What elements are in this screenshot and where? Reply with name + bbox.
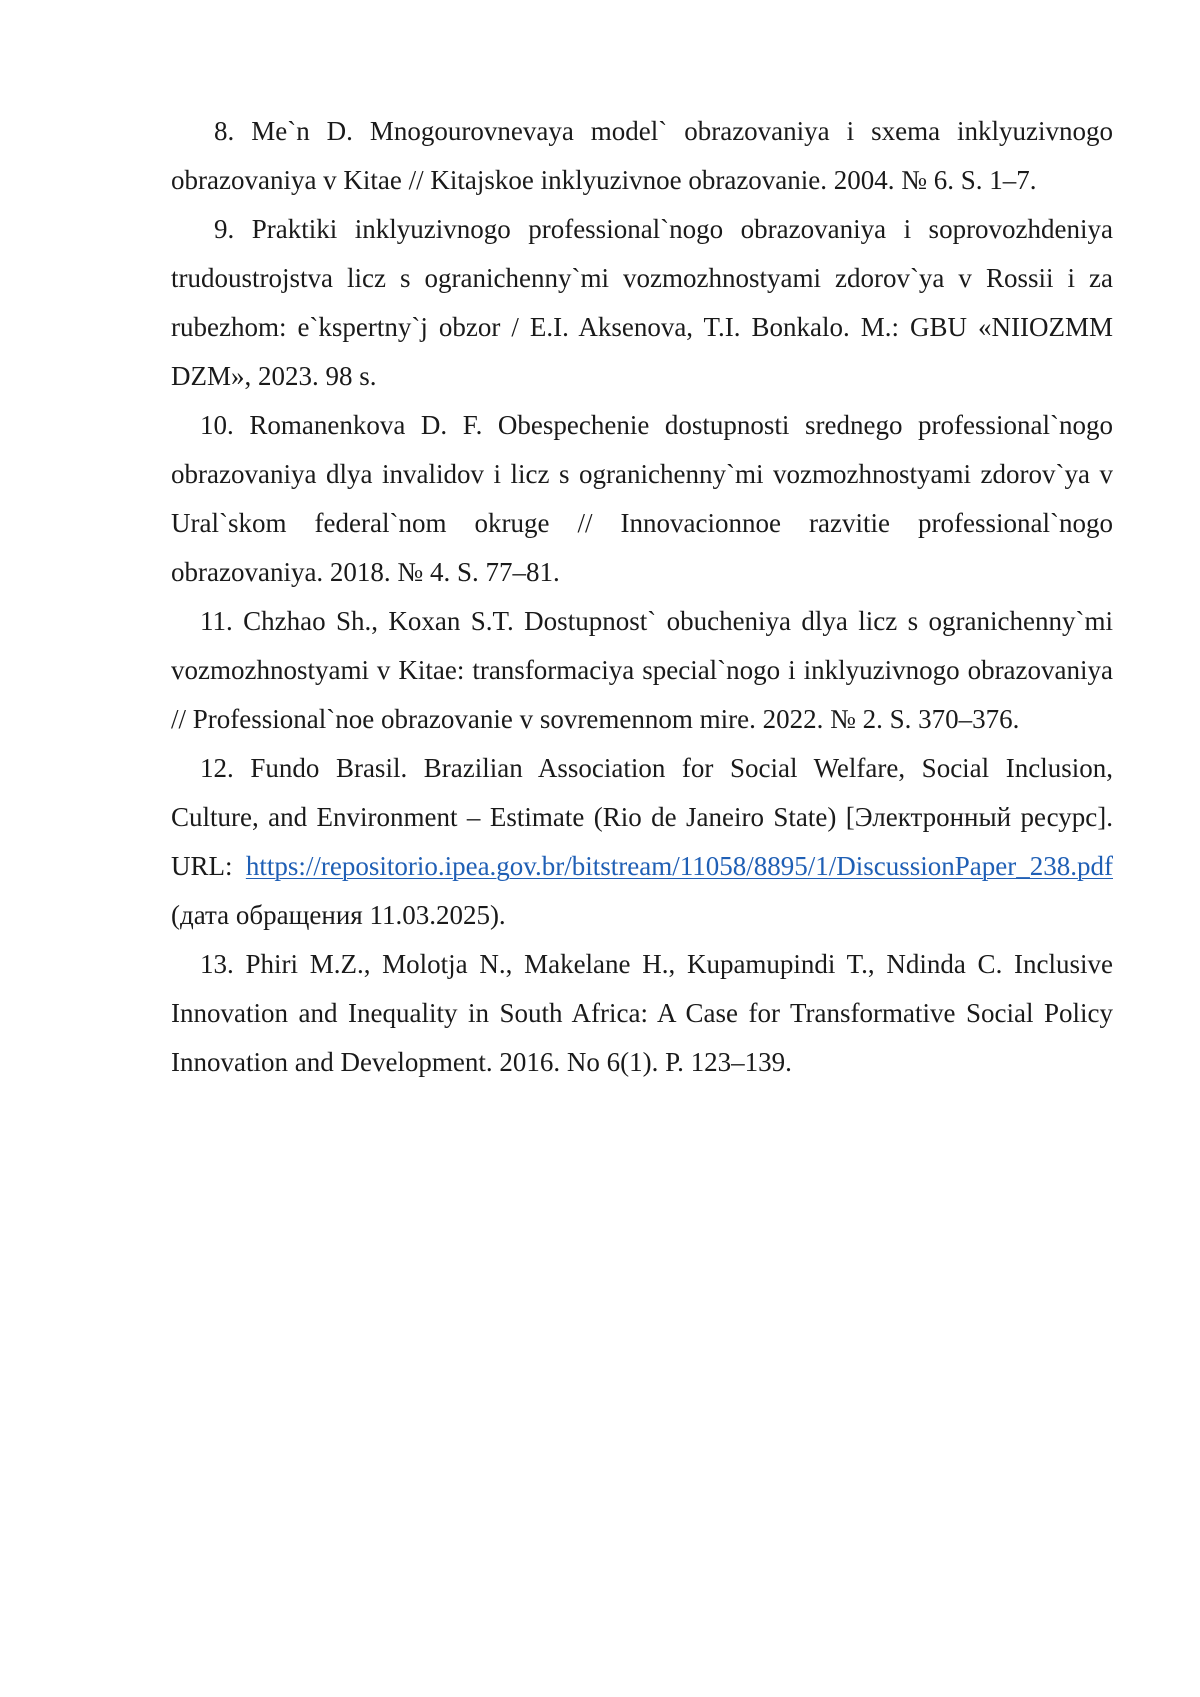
reference-number: 13. [171,940,234,989]
reference-url-link[interactable]: https://repositorio.ipea.gov.br/bitstream/11058/8895/1/DiscussionPaper_238.pdf [246,851,1113,881]
reference-item-9 [171,205,1113,401]
reference-number: 11. [171,597,233,646]
reference-text: Phiri M.Z., Molotja N., Makelane H., Kupamupindi T., Ndinda C. Inclusive Innovation and Inequality in South Africa: A Case for Transformative Social Policy Innovation and Development. 2016. No 6(1). P. 123–139. [171,949,1113,1077]
reference-item-13 [171,940,1113,1087]
reference-text: Chzhao Sh., Koxan S.T. Dostupnost` obucheniya dlya licz s ogranichenny`mi vozmozhnostyami v Kitae: transformaciya special`nogo i inklyuzivnogo obrazovaniya // Professional`noe obrazovanie v sovremennom mire. 2022. № 2. S. 370–376. [171,606,1113,734]
reference-text: Praktiki inklyuzivnogo professional`nogo obrazovaniya i soprovozhdeniya trudoustrojstva licz s ogranichenny`mi vozmozhnostyami zdorov`ya v Rossii i za rubezhom: e`kspertny`j obzor / E.I. Aksenova, T.I. Bonkalo. M.: GBU «NIIOZMM DZM», 2023. 98 s. [171,214,1113,391]
reference-number: 9. [171,205,234,254]
reference-list [171,107,1113,1087]
document-page [0,0,1200,1697]
reference-item-8 [171,107,1113,205]
reference-text: Romanenkova D. F. Obespechenie dostupnosti srednego professional`nogo obrazovaniya dlya invalidov i licz s ogranichenny`mi vozmozhnostyami zdorov`ya v Ural`skom federal`nom okruge // Innovacionnoe razvitie professional`nogo obrazovaniya. 2018. № 4. S. 77–81. [171,410,1113,587]
reference-number: 8. [171,107,234,156]
reference-number: 10. [171,401,234,450]
reference-item-11 [171,597,1113,744]
reference-text: Me`n D. Mnogourovnevaya model` obrazovaniya i sxema inklyuzivnogo obrazovaniya v Kitae // Kitajskoe inklyuzivnoe obrazovanie. 2004. № 6. S. 1–7. [171,116,1113,195]
reference-item-12 [171,744,1113,940]
reference-text-before-link: Fundo Brasil. Brazilian Association for Social Welfare, Social Inclusion, Culture, and Environment – Estimate (Rio de Janeiro State) [Электронный ресурс]. URL: [171,753,1113,881]
reference-text-after-link: (дата обращения 11.03.2025). [171,900,506,930]
reference-number: 12. [171,744,234,793]
reference-item-10 [171,401,1113,597]
